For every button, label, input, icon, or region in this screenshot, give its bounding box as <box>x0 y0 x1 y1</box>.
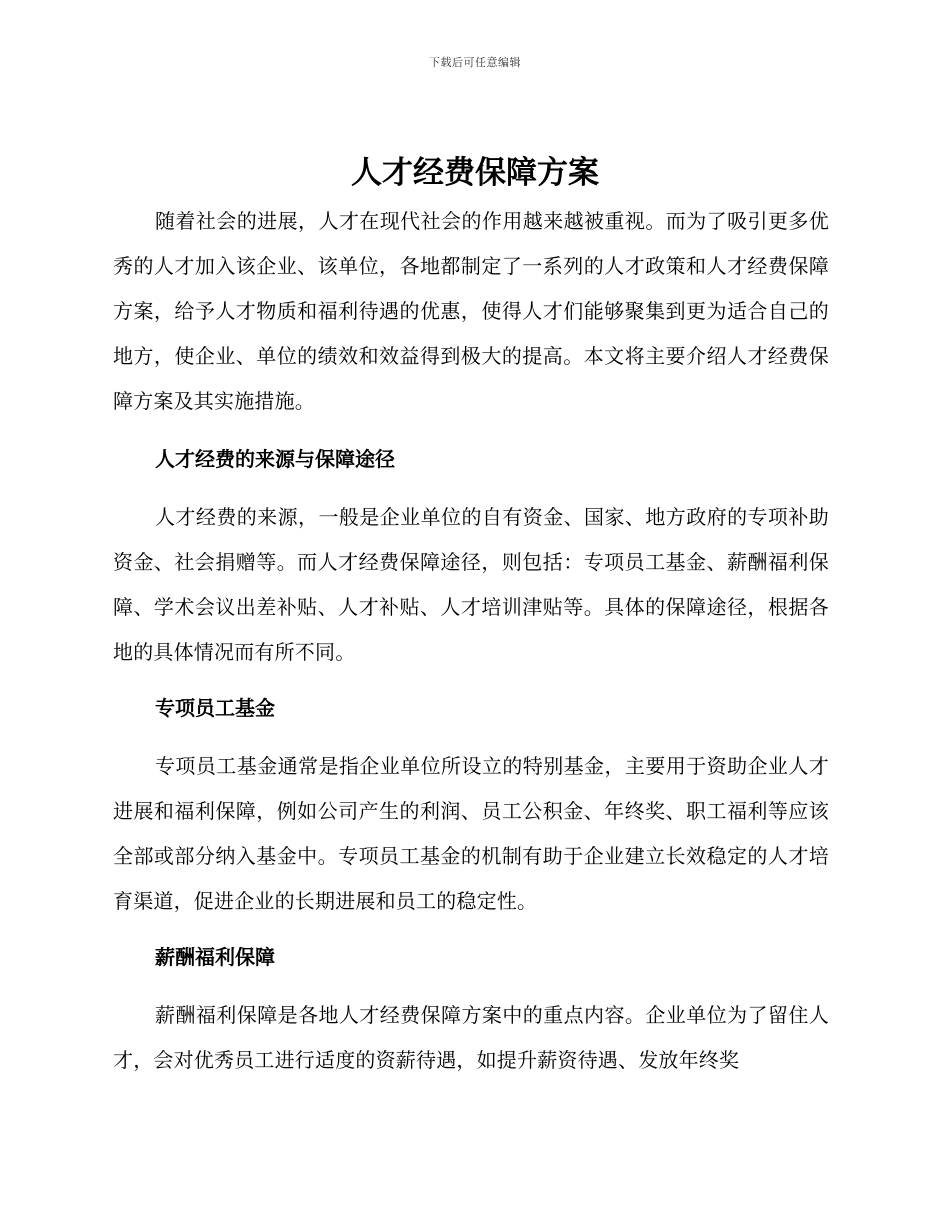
header-note: 下载后可任意编辑 <box>429 56 521 69</box>
section-body-funding-sources: 人才经费的来源，一般是企业单位的自有资金、国家、地方政府的专项补助资金、社会捐赠等。而人才经费保障途径，则包括：专项员工基金、薪酬福利保障、学术会议出差补贴、人才补贴、人才培训津贴等。具体的保障途径，根据各地的具体情况而有所不同。 <box>113 505 829 664</box>
section-heading-funding-sources: 人才经费的来源与保障途径 <box>155 447 395 471</box>
intro-paragraph: 随着社会的进展，人才在现代社会的作用越来越被重视。而为了吸引更多优秀的人才加入该企业、该单位，各地都制定了一系列的人才政策和人才经费保障方案，给予人才物质和福利待遇的优惠，使得人才们能够聚集到更为适合自己的地方，使企业、单位的绩效和效益得到极大的提高。本文将主要介绍人才经费保障方案及其实施措施。 <box>113 209 829 413</box>
section-heading-employee-fund: 专项员工基金 <box>155 696 275 720</box>
section-body-employee-fund: 专项员工基金通常是指企业单位所设立的特别基金，主要用于资助企业人才进展和福利保障，例如公司产生的利润、员工公积金、年终奖、职工福利等应该全部或部分纳入基金中。专项员工基金的机制有助于企业建立长效稳定的人才培育渠道，促进企业的长期进展和员工的稳定性。 <box>113 754 829 913</box>
document-title: 人才经费保障方案 <box>351 155 599 191</box>
section-body-salary-welfare: 薪酬福利保障是各地人才经费保障方案中的重点内容。企业单位为了留住人才，会对优秀员工进行适度的资薪待遇，如提升薪资待遇、发放年终奖 <box>113 1003 829 1072</box>
section-heading-salary-welfare: 薪酬福利保障 <box>155 945 275 969</box>
